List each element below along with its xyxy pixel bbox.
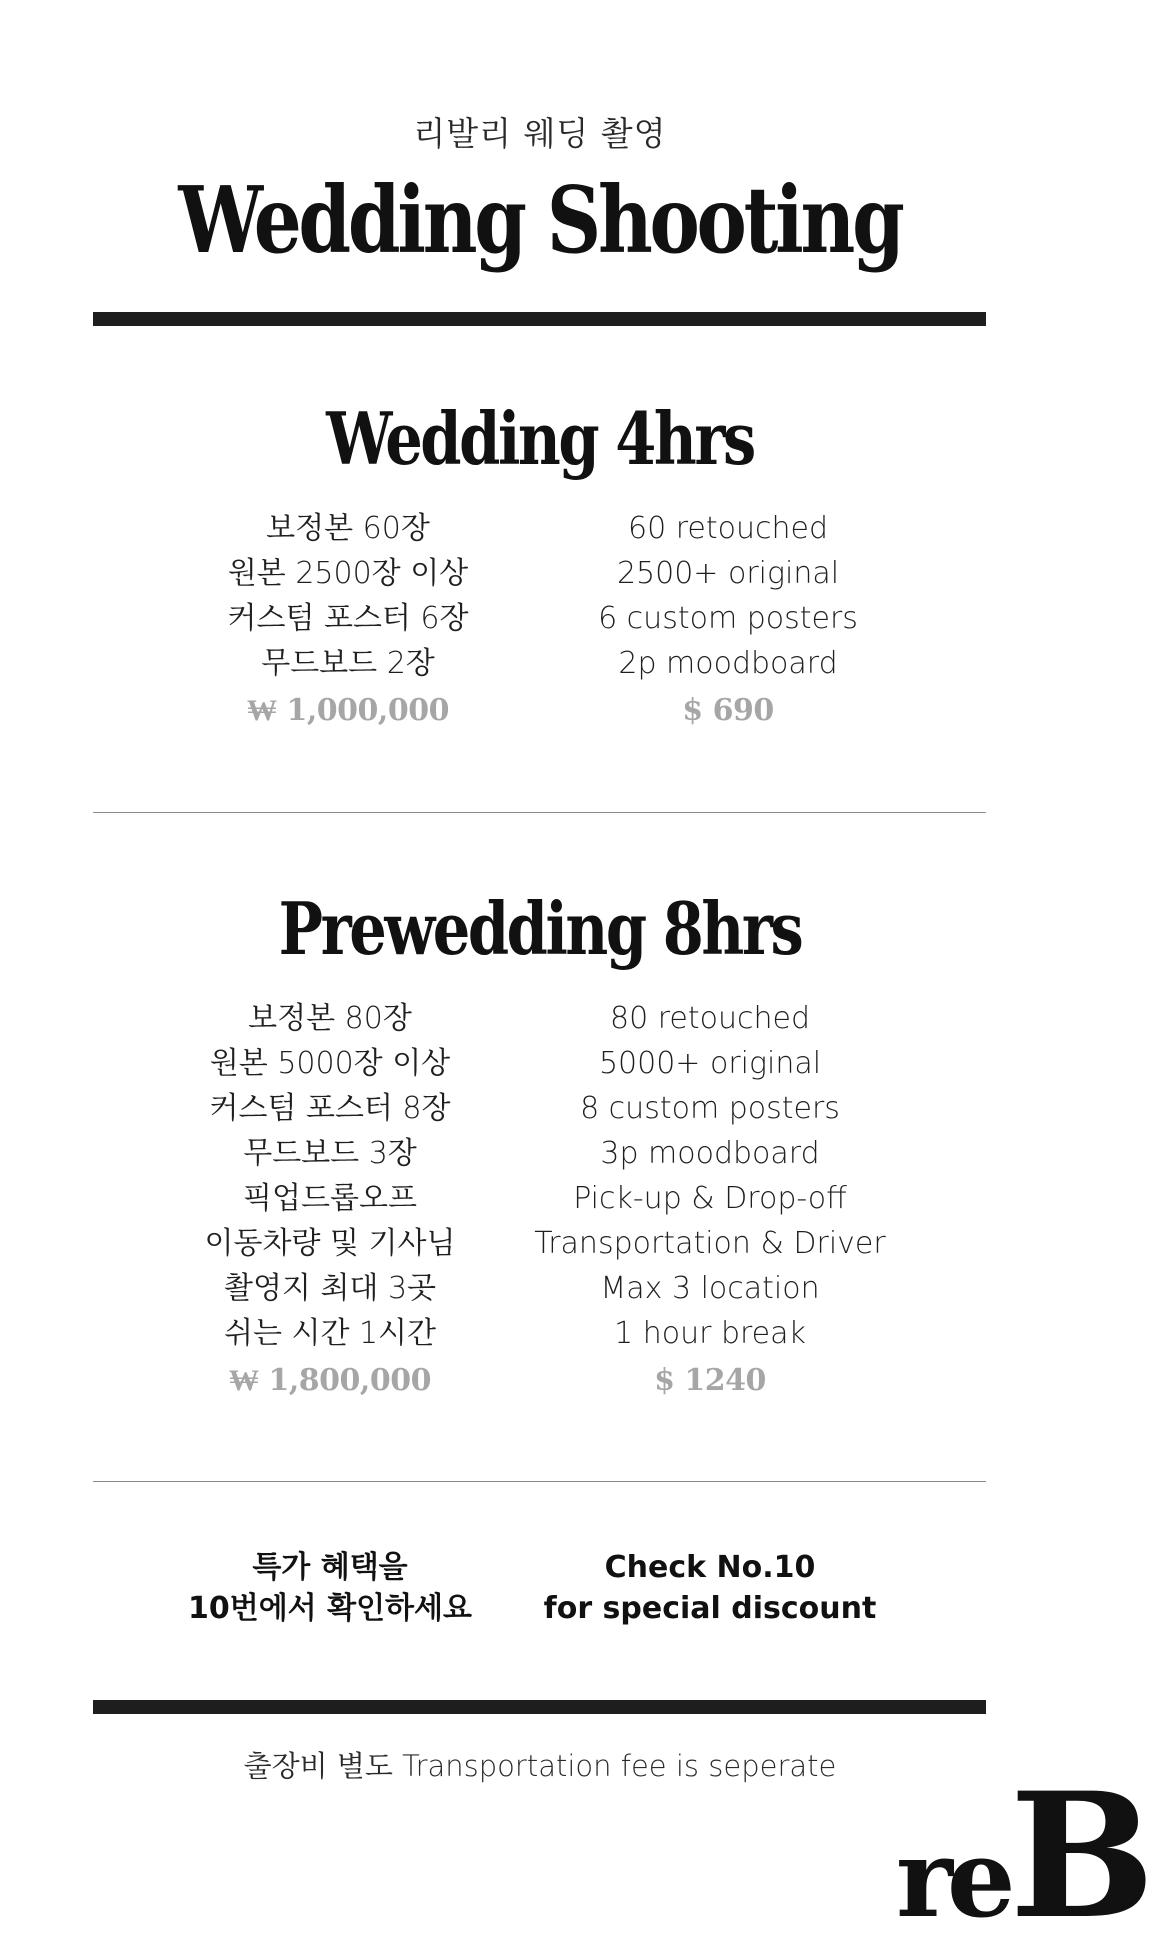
list-item: 2500+ original: [616, 556, 840, 591]
list-item: 보정본 80장: [248, 1001, 412, 1036]
list-item: 원본 2500장 이상: [227, 556, 469, 591]
list-item: 픽업드롭오프: [243, 1181, 417, 1216]
list-item: Max 3 location: [600, 1271, 820, 1306]
promo-kr-line1: 특가 혜택을: [252, 1550, 408, 1585]
price-usd: $ 690: [682, 693, 774, 728]
list-item: 6 custom posters: [598, 601, 858, 636]
price-krw: ₩ 1,800,000: [229, 1363, 431, 1398]
promo-en-line1: Check No.10: [604, 1550, 816, 1585]
list-item: 커스텀 포스터 8장: [209, 1091, 451, 1126]
promo-kr: [170, 1547, 490, 1629]
list-item: 80 retouched: [610, 1001, 810, 1036]
page-title: Wedding Shooting: [178, 166, 902, 274]
list-item: 촬영지 최대 3곳: [223, 1271, 437, 1306]
top-divider: [93, 312, 986, 326]
list-item: 2p moodboard: [618, 646, 838, 681]
package-items-en-prewedding: [530, 996, 890, 1406]
promo-en: [530, 1547, 890, 1629]
package-title-prewedding: Prewedding 8hrs: [278, 886, 802, 971]
package-items-kr-prewedding: [170, 996, 490, 1406]
list-item: 60 retouched: [628, 511, 828, 546]
section-divider: [93, 1481, 986, 1482]
bottom-divider: [93, 1700, 986, 1714]
list-item: Transportation & Driver: [534, 1226, 886, 1261]
package-items-kr-wedding: [208, 506, 488, 736]
list-item: 이동차량 및 기사님: [204, 1226, 456, 1261]
footer-note: 출장비 별도 Transportation fee is seperate: [243, 1749, 837, 1783]
list-item: 쉬는 시간 1시간: [223, 1316, 437, 1351]
promo-kr-line2: 10번에서 확인하세요: [187, 1591, 473, 1626]
list-item: 3p moodboard: [600, 1136, 820, 1171]
list-item: 8 custom posters: [580, 1091, 840, 1126]
list-item: 원본 5000장 이상: [209, 1046, 451, 1081]
package-title-wedding: Wedding 4hrs: [326, 396, 754, 481]
page-subtitle: 리발리 웨딩 촬영: [413, 114, 667, 153]
list-item: 5000+ original: [598, 1046, 822, 1081]
logo-small-text: re: [896, 1816, 1010, 1942]
list-item: Pick-up & Drop-off: [573, 1181, 847, 1216]
promo-en-line2: for special discount: [543, 1591, 877, 1626]
section-divider: [93, 812, 986, 813]
brand-logo: [896, 1754, 1151, 1957]
list-item: 커스텀 포스터 6장: [227, 601, 469, 636]
list-item: 보정본 60장: [266, 511, 430, 546]
list-item: 1 hour break: [614, 1316, 806, 1351]
logo-big-text: B: [1009, 1754, 1151, 1957]
list-item: 무드보드 3장: [243, 1136, 417, 1171]
price-krw: ₩ 1,000,000: [247, 693, 449, 728]
list-item: 무드보드 2장: [261, 646, 435, 681]
price-usd: $ 1240: [654, 1363, 766, 1398]
package-items-en-wedding: [588, 506, 868, 736]
